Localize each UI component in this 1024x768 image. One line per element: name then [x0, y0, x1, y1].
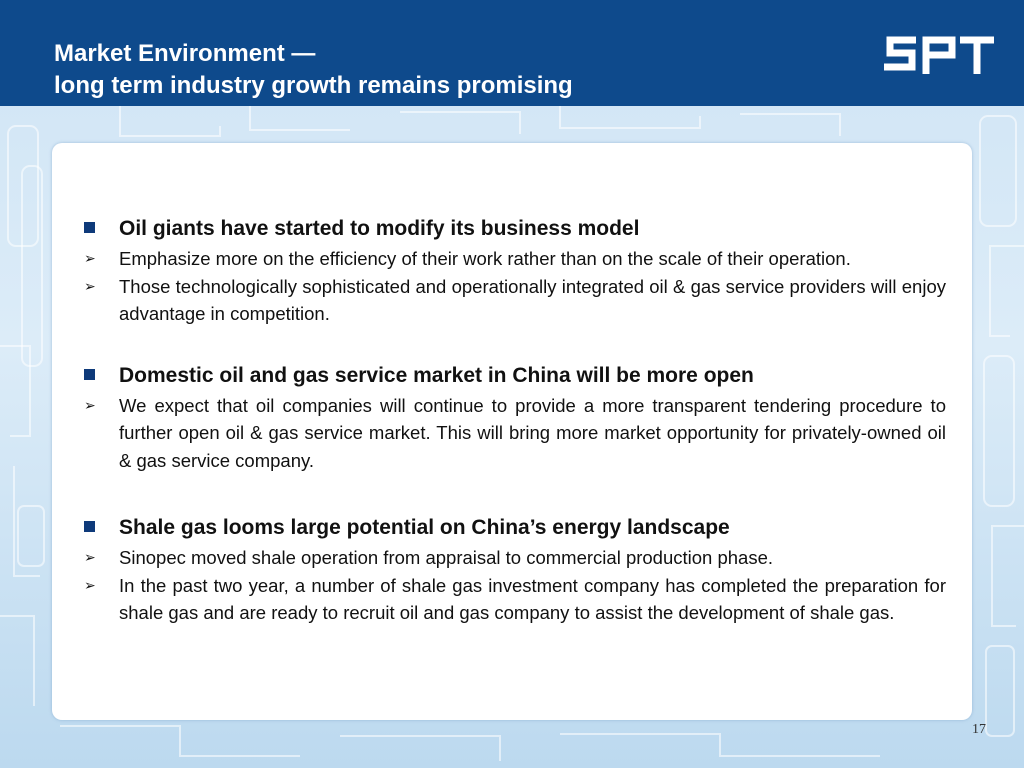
section-heading-row	[84, 512, 946, 544]
slide-content	[84, 213, 946, 627]
slide-header	[0, 0, 1024, 106]
slide-title	[54, 38, 573, 102]
section-heading: Oil giants have started to modify its business model	[119, 217, 640, 240]
list-item	[84, 544, 946, 572]
arrow-bullet-icon: ➢	[84, 549, 96, 565]
list-item	[84, 245, 946, 273]
slide-title-line-2: long term industry growth remains promising	[54, 72, 573, 99]
page-number: 17	[972, 722, 986, 737]
bullet-text: Emphasize more on the efficiency of their work rather than on the scale of their operation.	[119, 248, 851, 269]
bullet-text: In the past two year, a number of shale gas investment company has completed the preparation for shale gas and are ready to recruit oil and gas company to assist the development of shale gas.	[119, 574, 946, 623]
bullet-text: Sinopec moved shale operation from appraisal to commercial production phase.	[119, 547, 774, 568]
list-item	[84, 572, 946, 627]
bullet-list	[84, 245, 946, 328]
arrow-bullet-icon: ➢	[84, 396, 96, 413]
bullet-text: Those technologically sophisticated and operationally integrated oil & gas service providers will enjoy advantage in competition.	[119, 275, 946, 324]
list-item	[84, 273, 946, 328]
arrow-bullet-icon: ➢	[84, 250, 96, 266]
section-heading-row	[84, 213, 946, 245]
slide-title-line-1: Market Environment —	[54, 40, 316, 67]
square-bullet-icon	[84, 521, 95, 532]
section-shale-gas	[84, 512, 946, 627]
spt-logo	[880, 30, 996, 80]
square-bullet-icon	[84, 369, 95, 380]
arrow-bullet-icon: ➢	[84, 576, 96, 593]
bullet-text: We expect that oil companies will continue to provide a more transparent tendering procedure to further open oil & gas service market. This will bring more market opportunity for privately-owned oil & gas service company.	[119, 394, 946, 471]
section-heading-row	[84, 360, 946, 392]
section-domestic-market	[84, 360, 946, 475]
arrow-bullet-icon: ➢	[84, 277, 96, 294]
section-heading: Shale gas looms large potential on China’s energy landscape	[119, 516, 730, 539]
list-item	[84, 392, 946, 475]
section-business-model	[84, 213, 946, 328]
section-heading: Domestic oil and gas service market in China will be more open	[119, 363, 754, 387]
bullet-list	[84, 392, 946, 475]
square-bullet-icon	[84, 222, 95, 233]
bullet-list	[84, 544, 946, 627]
